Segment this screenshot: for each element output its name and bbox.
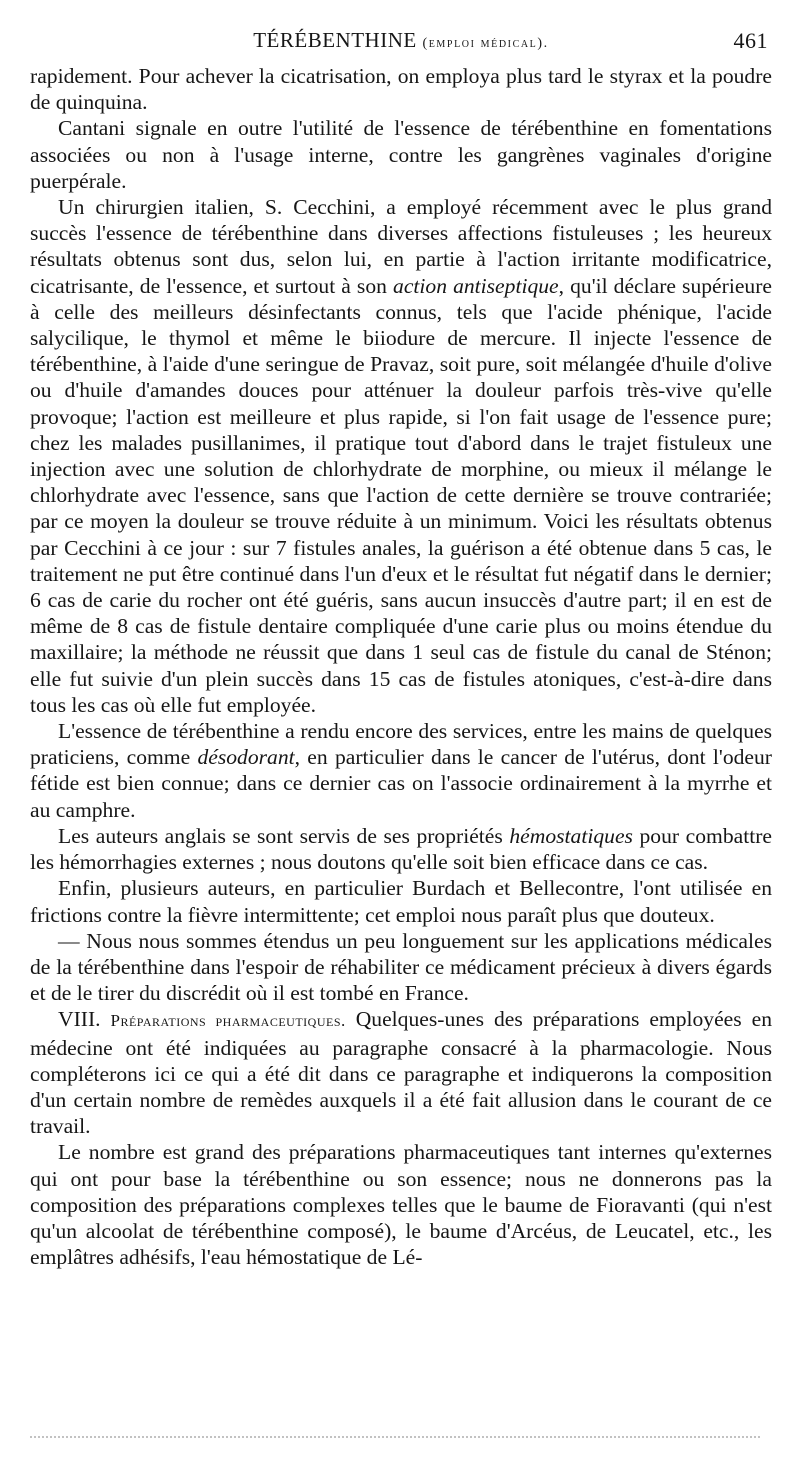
paragraph-3-text-b: , qu'il déclare supérieure à celle des meilleurs désinfectants connus, tels que l'acide phénique, l'acide salycilique, le thymol et même le biiodure de mercure. Il injecte l'essence de térébenthine, à l'aide d'une seringue de Pravaz, soit pure, soit mélangée d'huile d'olive ou d'huile d'amandes douces pour atténuer la douleur parfois très-vive qu'elle provoque; l'action est meilleure et plus rapide, si l'on fait usage de l'essence pure; chez les malades pusillanimes, il pratique tout d'abord dans le trajet fistuleux une injection avec une solution de chlorhydrate de morphine, ou mieux il mélange le chlorhydrate avec l'essence, sans que l'action de cette dernière se trouve contrariée; par ce moyen la douleur se trouve réduite à un minimum. Voici les résultats obtenus par Cecchini à ce jour : sur 7 fistules anales, la guérison a été obtenue dans 5 cas, le traitement ne put être continué dans l'un d'eux et le résultat fut négatif dans le dernier; 6 cas de carie du rocher ont été guéris, sans aucun insuccès d'autre part; il en est de même de 8 cas de fistule dentaire compliquée d'une carie plus ou moins étendue du maxillaire; la méthode ne réussit que dans 1 seul cas de fistule du canal de Sténon; elle fut suivie d'un plein succès dans 15 cas de fistules atoniques, c'est-à-dire dans tous les cas où elle fut employée.	[30, 273, 772, 717]
paragraph-3-text-a: Un chirurgien italien, S. Cecchini, a employé récemment avec le plus grand succès l'essence de térébenthine dans diverses affections fistuleuses ; les heureux résultats obtenus sont dus, selon lui, en partie à l'action irritante modificatrice, cicatrisante, de l'essence, et surtout à son	[30, 195, 772, 298]
header-title-line	[30, 28, 772, 53]
paragraph-2: Cantani signale en outre l'utilité de l'essence de térébenthine en fomentations associées ou non à l'usage interne, contre les gangrènes vaginales d'origine puerpérale.	[30, 116, 772, 193]
paragraph-8	[30, 1006, 772, 1139]
paragraph-9: Le nombre est grand des préparations pharmaceutiques tant internes qu'externes qui ont pour base la térébenthine ou son essence; nous ne donnerons pas la composition des préparations complexes telles que le baume de Fioravanti (qui n'est qu'un alcoolat de térébenthine composé), le baume d'Arcéus, de Leucatel, etc., les emplâtres adhésifs, l'eau hémostatique de Lé-	[30, 1140, 772, 1270]
header-subtitle: (emploi médical).	[422, 36, 549, 51]
paragraph-4-text-b: , en particulier dans le cancer de l'utérus, dont l'odeur fétide est bien connue; dans ce dernier cas on l'associe ordinairement à la myrrhe et au camphre.	[30, 745, 772, 822]
paragraph-5-emphasis: hémostatiques	[509, 823, 633, 848]
paragraph-3-emphasis: action antiseptique	[393, 273, 559, 298]
page-number: 461	[733, 28, 768, 53]
paragraph-5-text-b: pour combattre les hémorrhagies externes ; nous doutons qu'elle soit bien efficace dans ce cas.	[30, 823, 773, 875]
paragraph-5-text-a: Les auteurs anglais se sont servis de ses propriétés	[58, 823, 510, 848]
paragraph-4-text-a: L'essence de térébenthine a rendu encore des services, entre les mains de quelques praticiens, comme	[30, 719, 772, 770]
running-header	[30, 28, 772, 62]
paragraph-3	[30, 194, 772, 718]
paragraph-4	[30, 718, 772, 823]
paragraph-1: rapidement. Pour achever la cicatrisation, on employa plus tard le styrax et la poudre de quinquina.	[30, 64, 772, 115]
footer-artifact-line	[30, 1436, 760, 1438]
body-text	[30, 63, 772, 1270]
paragraph-6: Enfin, plusieurs auteurs, en particulier Burdach et Bellecontre, l'ont utilisée en frictions contre la fièvre intermittente; cet emploi nous paraît plus que douteux.	[30, 876, 772, 927]
section-number: VIII.	[58, 1007, 101, 1032]
paragraph-8-text: Quelques-unes des préparations employées en médecine ont été indiquées au paragraphe consacré à la pharmacologie. Nous compléterons ici ce qui a été dit dans ce paragraphe et indiquerons la composition d'un certain nombre de remèdes auxquels il a été fait allusion dans le courant de ce travail.	[30, 1007, 772, 1139]
section-heading: Préparations pharmaceutiques.	[110, 1011, 346, 1031]
header-title: TÉRÉBENTHINE	[253, 28, 417, 52]
paragraph-7: — Nous nous sommes étendus un peu longuement sur les applications médicales de la térébenthine dans l'espoir de réhabiliter ce médicament précieux à divers égards et de le tirer du discrédit où il est tombé en France.	[30, 928, 772, 1006]
paragraph-4-emphasis: désodorant	[197, 745, 295, 770]
paragraph-5	[30, 823, 772, 875]
